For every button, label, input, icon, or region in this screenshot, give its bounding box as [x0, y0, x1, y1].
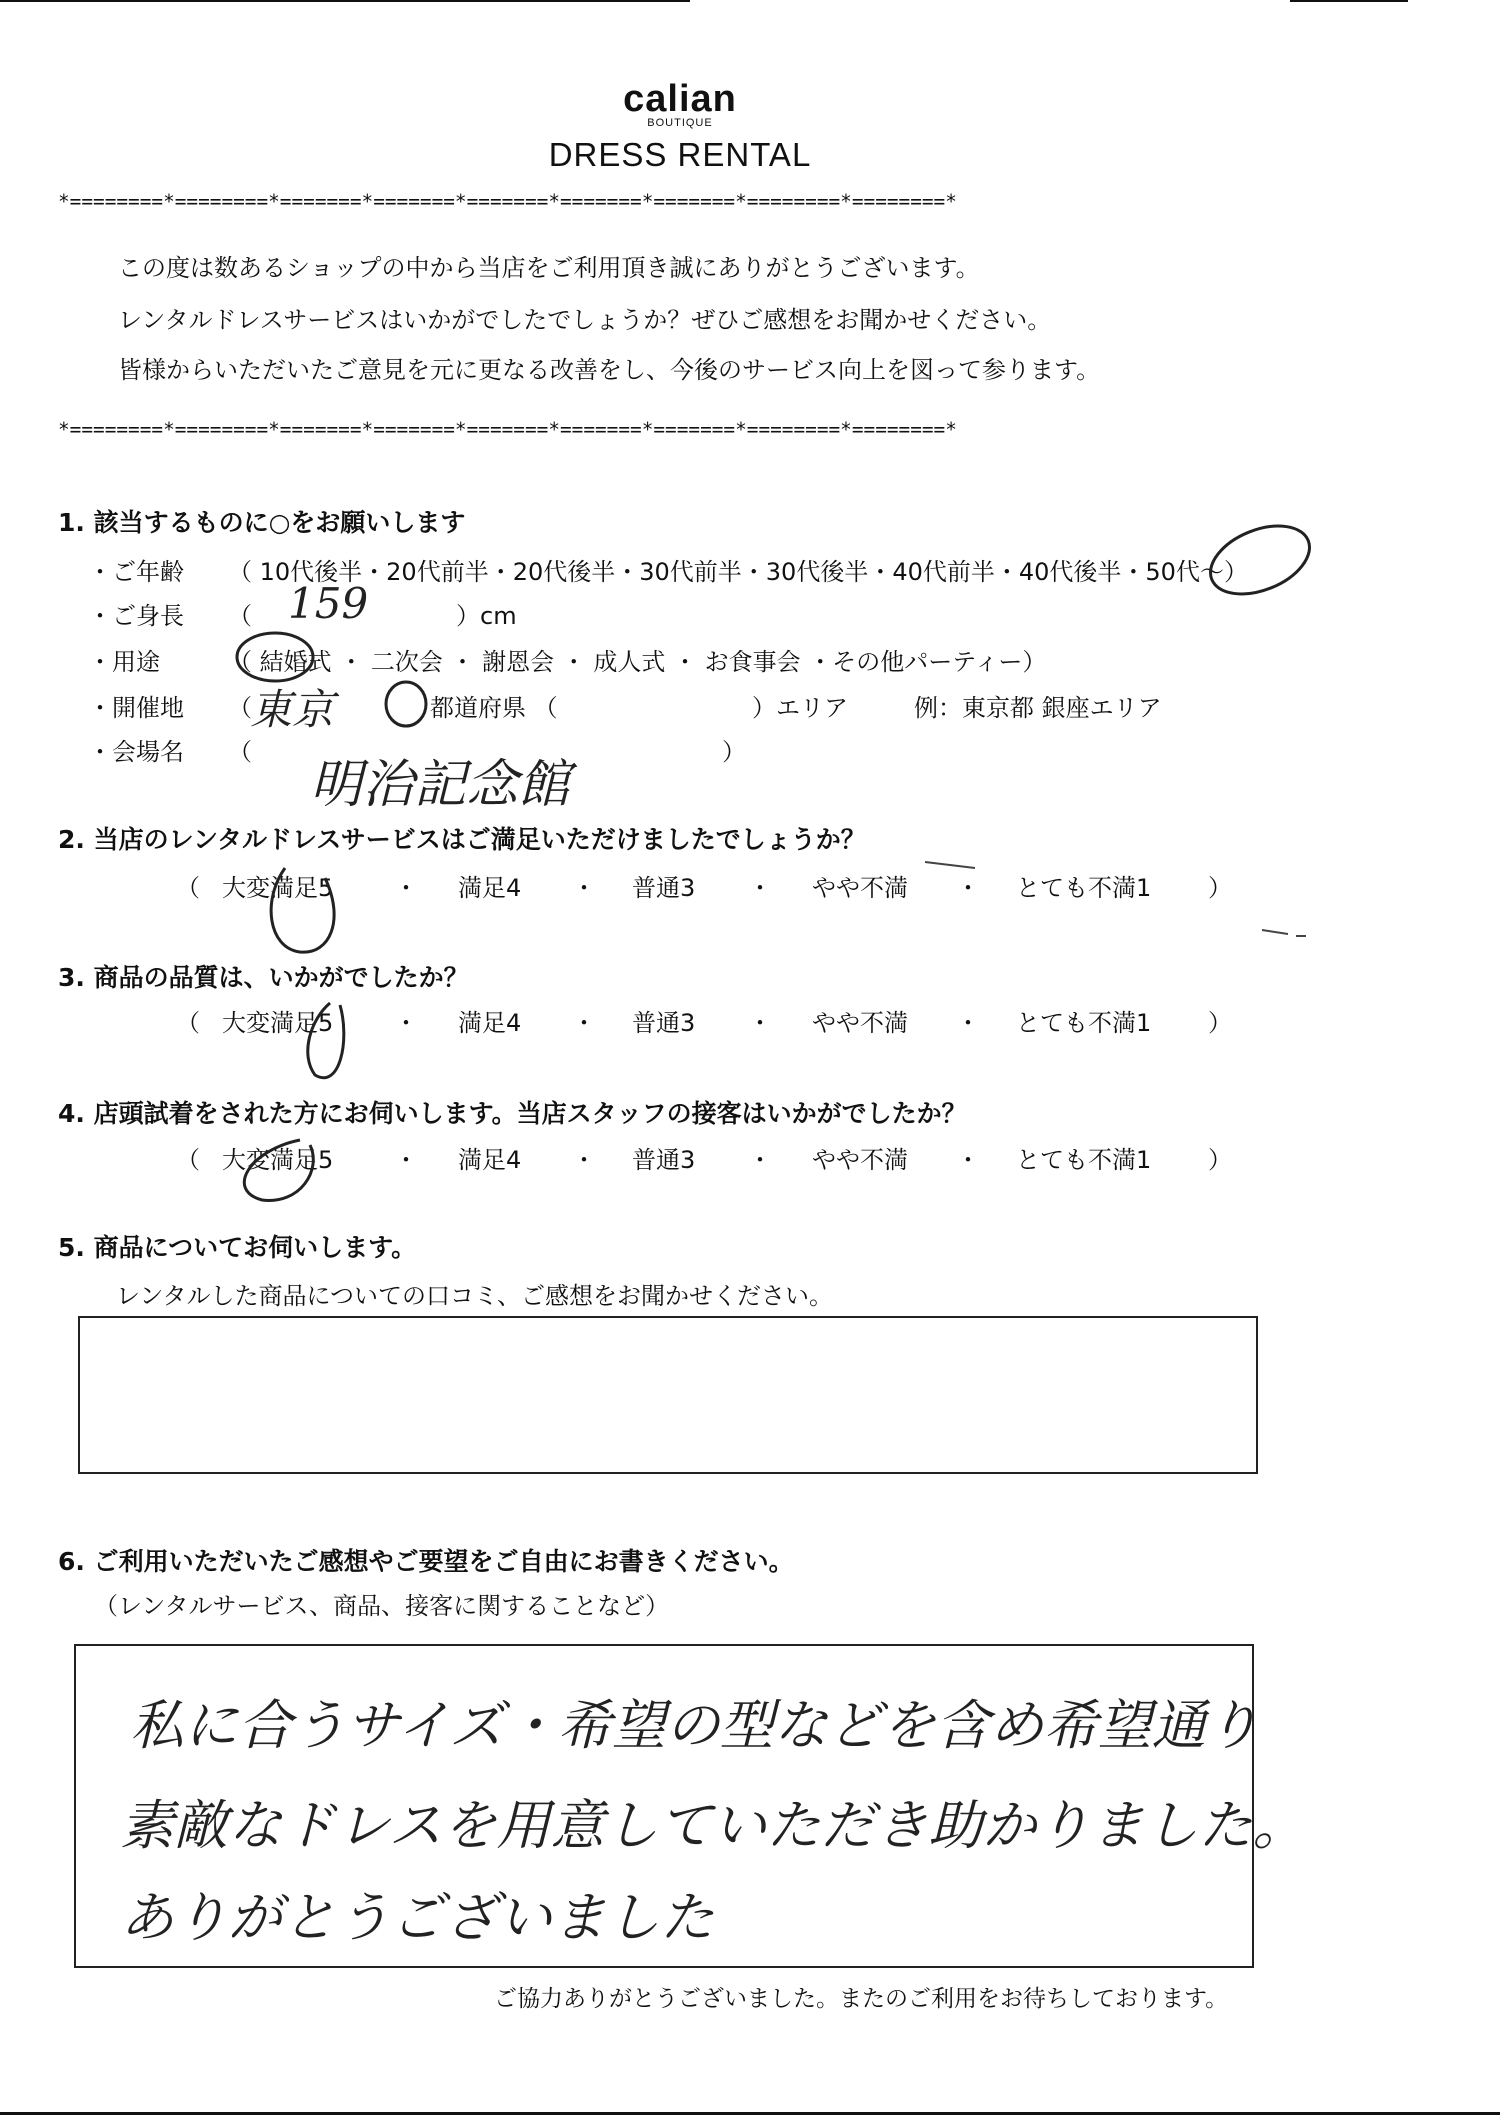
q3-option-3: 普通3 — [632, 1009, 696, 1037]
q5-title: 5. 商品についてお伺いします。 — [58, 1233, 417, 1262]
intro-line-2: レンタルドレスサービスはいかがでしたでしょうか？ぜひご感想をお聞かせください。 — [118, 306, 1052, 334]
dot: ・ — [572, 874, 596, 902]
scale-close: ） — [1208, 874, 1232, 902]
footer-thanks: ご協力ありがとうございました。またのご利用をお待ちしております。 — [494, 1986, 1229, 2012]
purpose-label: ・用途 — [88, 648, 160, 676]
q4-option-3: 普通3 — [632, 1146, 696, 1174]
height-handwritten — [278, 566, 468, 636]
svg-text:東京: 東京 — [250, 685, 335, 734]
q4-circle-mark — [244, 1140, 313, 1200]
separator-top: *========*========*=======*=======*=======*=======*=======*========*========* — [58, 190, 957, 213]
height-unit: ）cm — [456, 602, 517, 630]
venue-area-handwritten — [250, 672, 430, 742]
venue-area-label: ・開催地 — [88, 694, 184, 722]
dot: ・ — [956, 1009, 980, 1037]
q3-option-2: やや不満 — [812, 1009, 908, 1037]
q4-option-4: 満足4 — [458, 1146, 522, 1174]
q4-option-5: 大変満足5 — [222, 1146, 334, 1174]
svg-text:明治記念館: 明治記念館 — [310, 755, 571, 815]
q6-title: 6. ご利用いただいたご感想やご要望をご自由にお書きください。 — [58, 1547, 794, 1576]
age-options: （ 10代後半・20代前半・20代後半・30代前半・30代後半・40代前半・40代後半・50代〜） — [228, 558, 1248, 586]
q2-circle-mark — [271, 868, 334, 952]
venue-name-open-paren: （ — [228, 738, 252, 766]
q3-option-5: 大変満足5 — [222, 1009, 334, 1037]
service-title: DRESS RENTAL — [548, 136, 812, 173]
q6-handwritten-line-1 — [120, 1676, 1400, 1766]
separator-bottom: *========*========*=======*=======*=======*=======*=======*========*========* — [58, 418, 957, 441]
height-open-paren: （ — [228, 602, 252, 630]
intro-line-3: 皆様からいただいたご意見を元に更なる改善をし、今後のサービス向上を図って参ります。 — [118, 356, 1101, 384]
venue-name-label: ・会場名 — [88, 738, 184, 766]
stray-stroke — [925, 862, 975, 868]
q2-title: 2. 当店のレンタルドレスサービスはご満足いただけましたでしょうか？ — [58, 825, 866, 854]
q3-title: 3. 商品の品質は、いかがでしたか？ — [58, 963, 469, 992]
scale-close: ） — [1208, 1146, 1232, 1174]
svg-text:159: 159 — [288, 579, 369, 628]
age-circle-mark — [1201, 513, 1320, 608]
q2-option-1: とても不満1 — [1016, 874, 1152, 902]
svg-text:私に合うサイズ・希望の型などを含め希望通り: 私に合うサイズ・希望の型などを含め希望通り — [130, 1694, 1260, 1757]
dot: ・ — [956, 874, 980, 902]
purpose-options: （ 結婚式 ・ 二次会 ・ 謝恩会 ・ 成人式 ・ お食事会 ・その他パーティー） — [228, 648, 1047, 676]
dot: ・ — [572, 1146, 596, 1174]
age-label: ・ご年齢 — [88, 558, 184, 586]
venue-area-open-paren: （ — [228, 694, 252, 722]
q2-option-4: 満足4 — [458, 874, 522, 902]
dot: ・ — [394, 1146, 418, 1174]
venue-area-example: 例：東京都 銀座エリア — [914, 694, 1162, 722]
dot: ・ — [394, 874, 418, 902]
svg-text:素敵なドレスを用意していただき助かりました。: 素敵なドレスを用意していただき助かりました。 — [120, 1794, 1307, 1857]
scale-close: ） — [1208, 1009, 1232, 1037]
dot: ・ — [748, 874, 772, 902]
q6-handwritten-line-3 — [110, 1868, 1010, 1958]
venue-name-handwritten — [300, 740, 720, 820]
q5-subtitle: レンタルした商品についての口コミ、ご感想をお聞かせください。 — [116, 1282, 833, 1310]
scale-open: （ — [176, 1146, 200, 1174]
q1-title: 1. 該当するものに○をお願いします — [58, 508, 466, 537]
scale-open: （ — [176, 874, 200, 902]
dot: ・ — [748, 1146, 772, 1174]
brand-subtitle: BOUTIQUE — [647, 117, 713, 129]
scale-open: （ — [176, 1009, 200, 1037]
q2-option-2: やや不満 — [812, 874, 908, 902]
q4-title: 4. 店頭試着をされた方にお伺いします。当店スタッフの接客はいかがでしたか？ — [58, 1099, 967, 1128]
q6-handwritten-line-2 — [110, 1776, 1390, 1866]
q3-option-4: 満足4 — [458, 1009, 522, 1037]
q2-option-3: 普通3 — [632, 874, 696, 902]
dot: ・ — [956, 1146, 980, 1174]
q6-subtitle: （レンタルサービス、商品、接客に関することなど） — [94, 1592, 670, 1620]
q3-circle-mark — [308, 1003, 344, 1078]
stray-stroke — [1262, 930, 1306, 936]
dot: ・ — [572, 1009, 596, 1037]
venue-prefecture-label: 都道府県 （ — [430, 694, 558, 722]
height-label: ・ご身長 — [88, 602, 184, 630]
dot: ・ — [748, 1009, 772, 1037]
venue-area-suffix: ）エリア — [752, 694, 848, 722]
q3-option-1: とても不満1 — [1016, 1009, 1152, 1037]
intro-line-1: この度は数あるショップの中から当店をご利用頂き誠にありがとうございます。 — [118, 254, 980, 282]
brand-logo: calian — [623, 78, 737, 120]
q4-option-1: とても不満1 — [1016, 1146, 1152, 1174]
dot: ・ — [394, 1009, 418, 1037]
svg-text:ありがとうございました: ありがとうございました — [120, 1886, 714, 1949]
venue-name-close-paren: ） — [722, 738, 746, 766]
q2-option-5: 大変満足5 — [222, 874, 334, 902]
q4-option-2: やや不満 — [812, 1146, 908, 1174]
